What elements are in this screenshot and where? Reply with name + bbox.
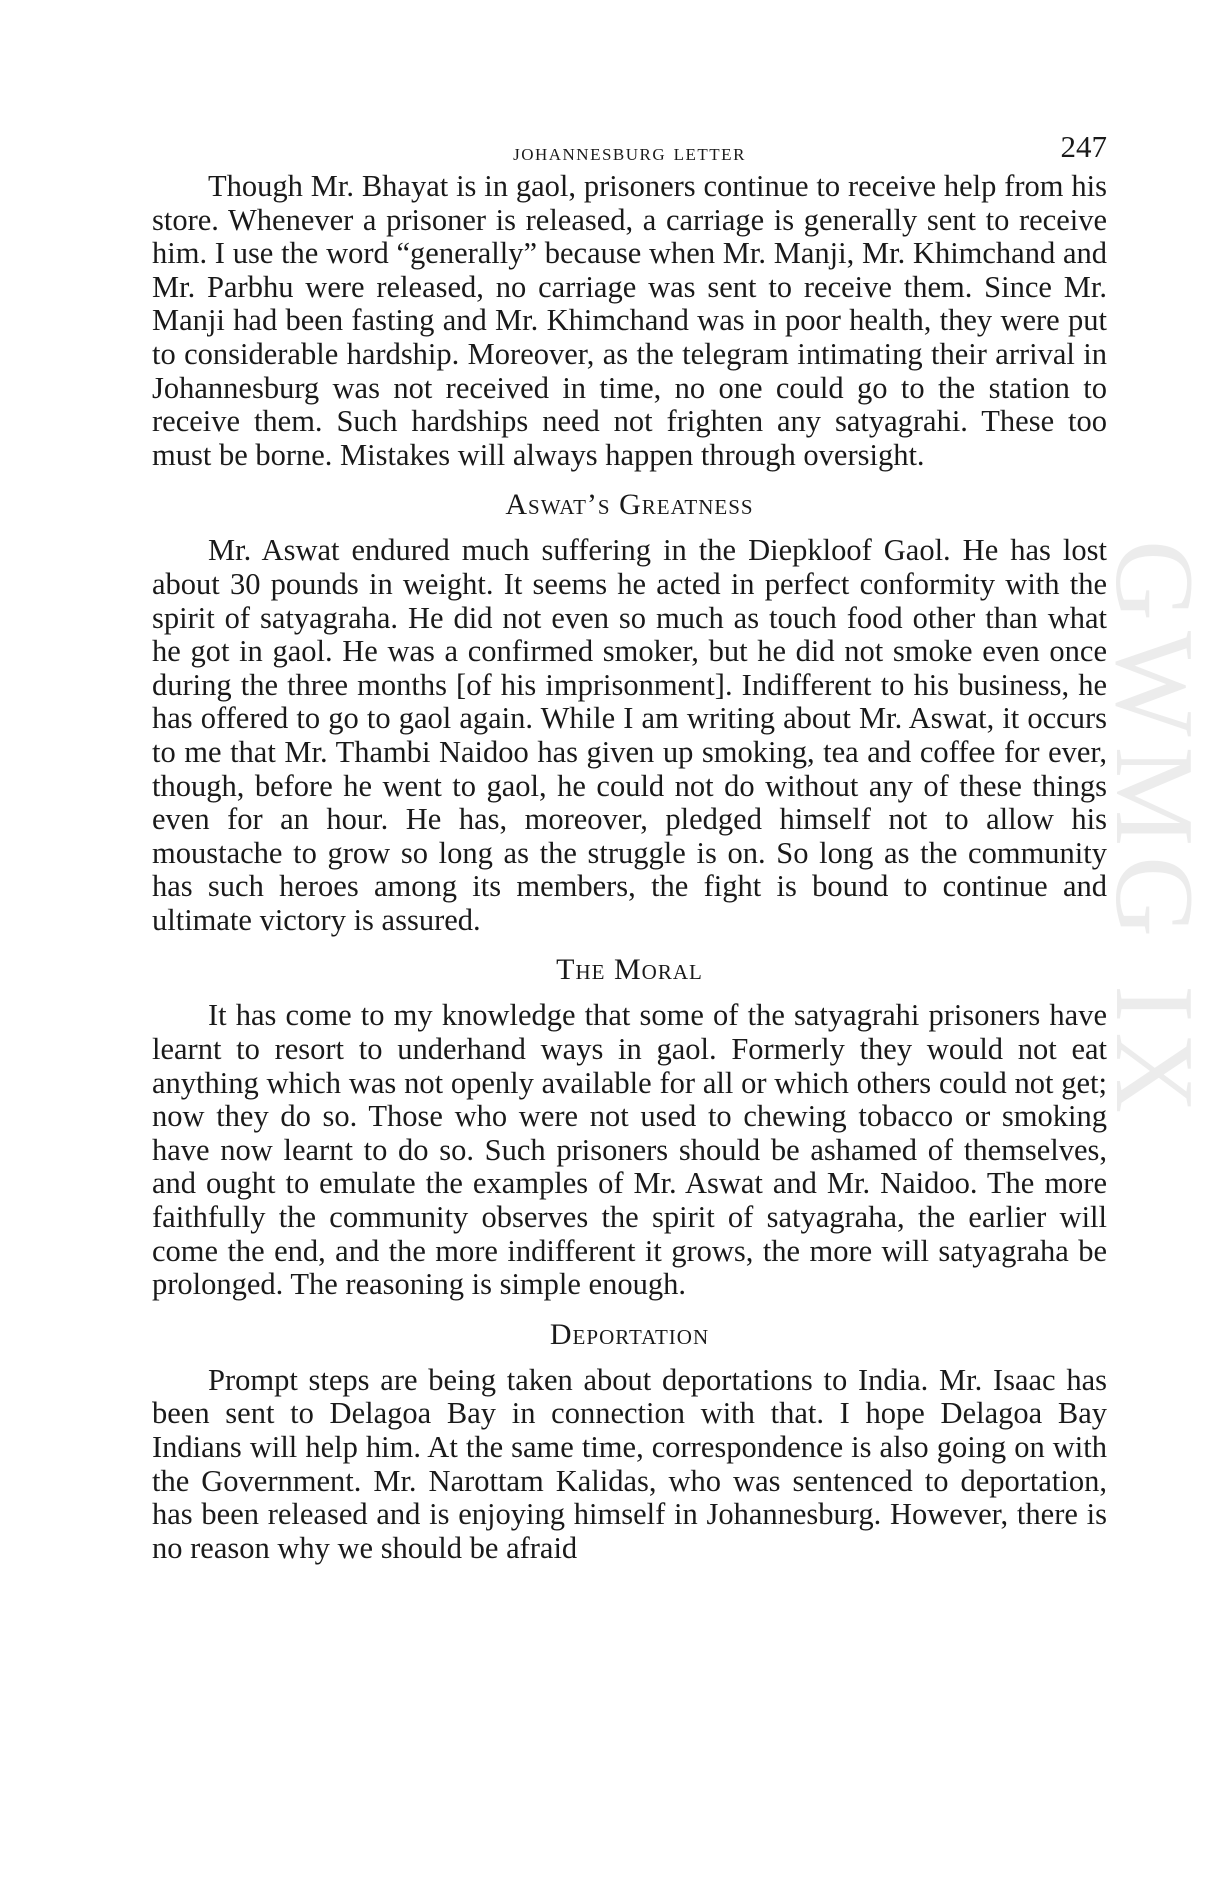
section-intro [152,170,1107,472]
section-the-moral [152,953,1107,1301]
watermark [1092,540,1232,1320]
paragraph: Prompt steps are being taken about deportations to India. Mr. Isaac has been sent to Delagoa Bay in connection with that. I hope Delagoa Bay Indians will help him. At the same time, correspondence is also going on with the Government. Mr. Narottam Kalidas, who was sentenced to deportation, has been released and is enjoying himself in Johannesburg. However, there is no reason why we should be afraid [152,1362,1107,1565]
section-heading: Deportation [549,1317,710,1351]
section-heading: Aswat’s Greatness [505,488,754,522]
watermark-text: GWMG IX [1092,540,1216,1124]
paragraph: Though Mr. Bhayat is in gaol, prisoners continue to receive help from his store. Whenever a prisoner is released, a carriage is generally sent to receive him. I use the word “generally” because when Mr. Manji, Mr. Khimchand and Mr. Parbhu were released, no carriage was sent to receive them. Since Mr. Manji had been fasting and Mr. Khimchand was in poor health, they were put to considerable hardship. Moreover, as the telegram intimating their arrival in Johannesburg was not received in time, no one could go to the station to receive them. Such hardships need not frighten any satyagrahi. These too must be borne. Mistakes will always happen through oversight. [152,169,1107,472]
running-head [152,126,1107,170]
section-deportation [152,1318,1107,1566]
paragraph: It has come to my knowledge that some of the satyagrahi prisoners have learnt to resort to underhand ways in gaol. Formerly they would not eat anything which was not openly available for all or which others could not get; now they do so. Those who were not used to chewing tobacco or smoking have now learnt to do so. Such prisoners should be ashamed of themselves, and ought to emulate the examples of Mr. Aswat and Mr. Naidoo. The more faithfully the community observes the spirit of satyagraha, the earlier will come the end, and the more indifferent it grows, the more will satyagraha be prolonged. The reasoning is simple enough. [152,998,1107,1302]
section-heading: The Moral [556,953,703,987]
page-number: 247 [1060,129,1107,164]
paragraph: Mr. Aswat endured much suffering in the Diepkloof Gaol. He has lost about 30 pounds in weight. It seems he acted in perfect conformity with the spirit of satyagraha. He did not even so much as touch food other than what he got in gaol. He was a confirmed smoker, but he did not smoke even once during the three months [of his imprisonment]. Indifferent to his business, he has offered to go to gaol again. While I am writing about Mr. Aswat, it occurs to me that Mr. Thambi Naidoo has given up smoking, tea and coffee for ever, though, before he went to gaol, he could not do without any of these things even for an hour. He has, moreover, pledged himself not to allow his moustache to grow so long as the struggle is on. So long as the community has such heroes among its members, the fight is bound to continue and ultimate victory is assured. [152,533,1107,937]
running-title: johannesburg letter [513,140,746,166]
book-page [152,126,1107,1565]
section-aswats-greatness [152,488,1107,937]
